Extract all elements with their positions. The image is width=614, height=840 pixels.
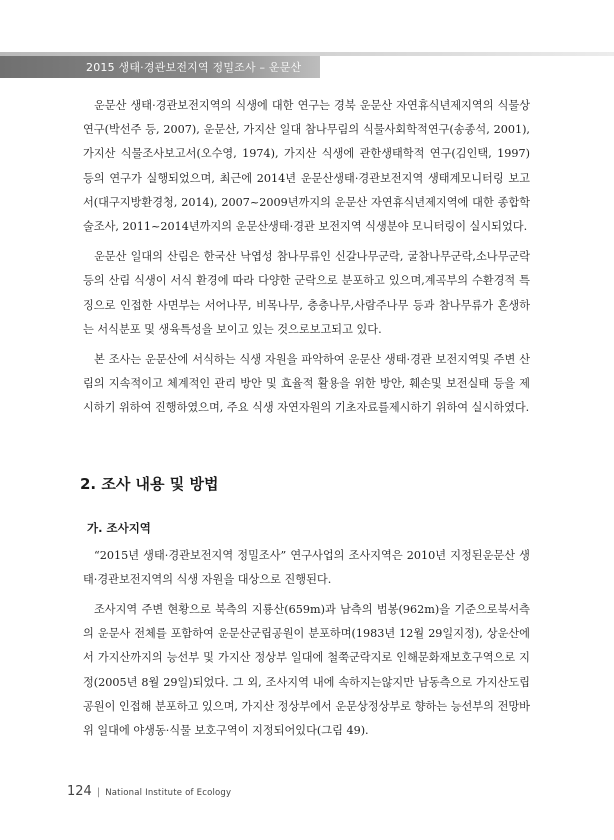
section-heading: 2. 조사 내용 및 방법 bbox=[80, 474, 219, 493]
page-footer bbox=[67, 780, 231, 799]
subsection-heading: 가. 조사지역 bbox=[87, 520, 151, 535]
intro-paragraph-1: 운문산 생태·경관보전지역의 식생에 대한 연구는 경북 운문산 자연휴식년제지역의 식물상 연구(박선주 등, 2007), 운문산, 가지산 일대 참나무림의 식물사회학적연구(송종석, 2001), 가지산 식물조사보고서(오수영, 1974), 가지산 식생에 관한생태학적 연구(김인택, 1997) 등의 연구가 실행되었으며, 최근에 2014년 운문산생태·경관보전지역 생태계모니터링 보고서(대구지방환경청, 2014), 2007~2009년까지의 운문산 자연휴식년제지역에 대한 종합학술조사, 2011~2014년까지의 운문산생태·경관 보전지역 식생분야 모니터링이 실시되었다. bbox=[83, 99, 530, 234]
area-paragraph-2: 조사지역 주변 현황으로 북측의 지룡산(659m)과 남측의 범봉(962m)을 기준으로북서측의 운문사 전체를 포함하여 운문산군립공원이 분포하며(1983년 12월 29일지정), 상운산에서 가지산까지의 능선부 및 가지산 정상부 일대에 철쭉군락지로 인해문화재보호구역으로 지정(2005년 8월 29일)되었다. 그 외, 조사지역 내에 속하지는않지만 남동측으로 가지산도립공원이 인접해 분포하고 있으며, 가지산 정상부에서 운문상정상부로 향하는 능선부의 전망바위 일대에 야생동·식물 보호구역이 지정되어있다(그림 49). bbox=[83, 603, 530, 738]
page-number: 124 bbox=[67, 784, 92, 799]
running-header-title: 2015 생태·경관보전지역 정밀조사 – 운문산 bbox=[86, 61, 302, 74]
area-paragraph-1: “2015년 생태·경관보전지역 정밀조사” 연구사업의 조사지역은 2010년 지정된운문산 생태·경관보전지역의 식생 자원을 대상으로 진행된다. bbox=[83, 548, 530, 586]
intro-paragraph-2: 운문산 일대의 산림은 한국산 낙엽성 참나무류인 신갈나무군락, 굴참나무군락,소나무군락 등의 산림 식생이 서식 환경에 따라 다양한 군락으로 분포하고 있으며,계곡부의 수환경적 특징으로 인접한 사면부는 서어나무, 비목나무, 층층나무,사람주나무 등과 참나무류가 혼생하는 서식분포 및 생육특성을 보이고 있는 것으로보고되고 있다. bbox=[83, 250, 530, 336]
page-content bbox=[80, 94, 530, 749]
footer-separator: | bbox=[96, 787, 101, 798]
institute-name: National Institute of Ecology bbox=[105, 788, 232, 798]
intro-paragraph-3: 본 조사는 운문산에 서식하는 식생 자원을 파악하여 운문산 생태·경관 보전지역및 주변 산림의 지속적이고 체계적인 관리 방안 및 효율적 활용을 위한 방안, 훼손및 보전실태 등을 제시하기 위하여 진행하였으며, 주요 식생 자연자원의 기초자료를제시하기 위하여 실시하였다. bbox=[83, 353, 530, 415]
